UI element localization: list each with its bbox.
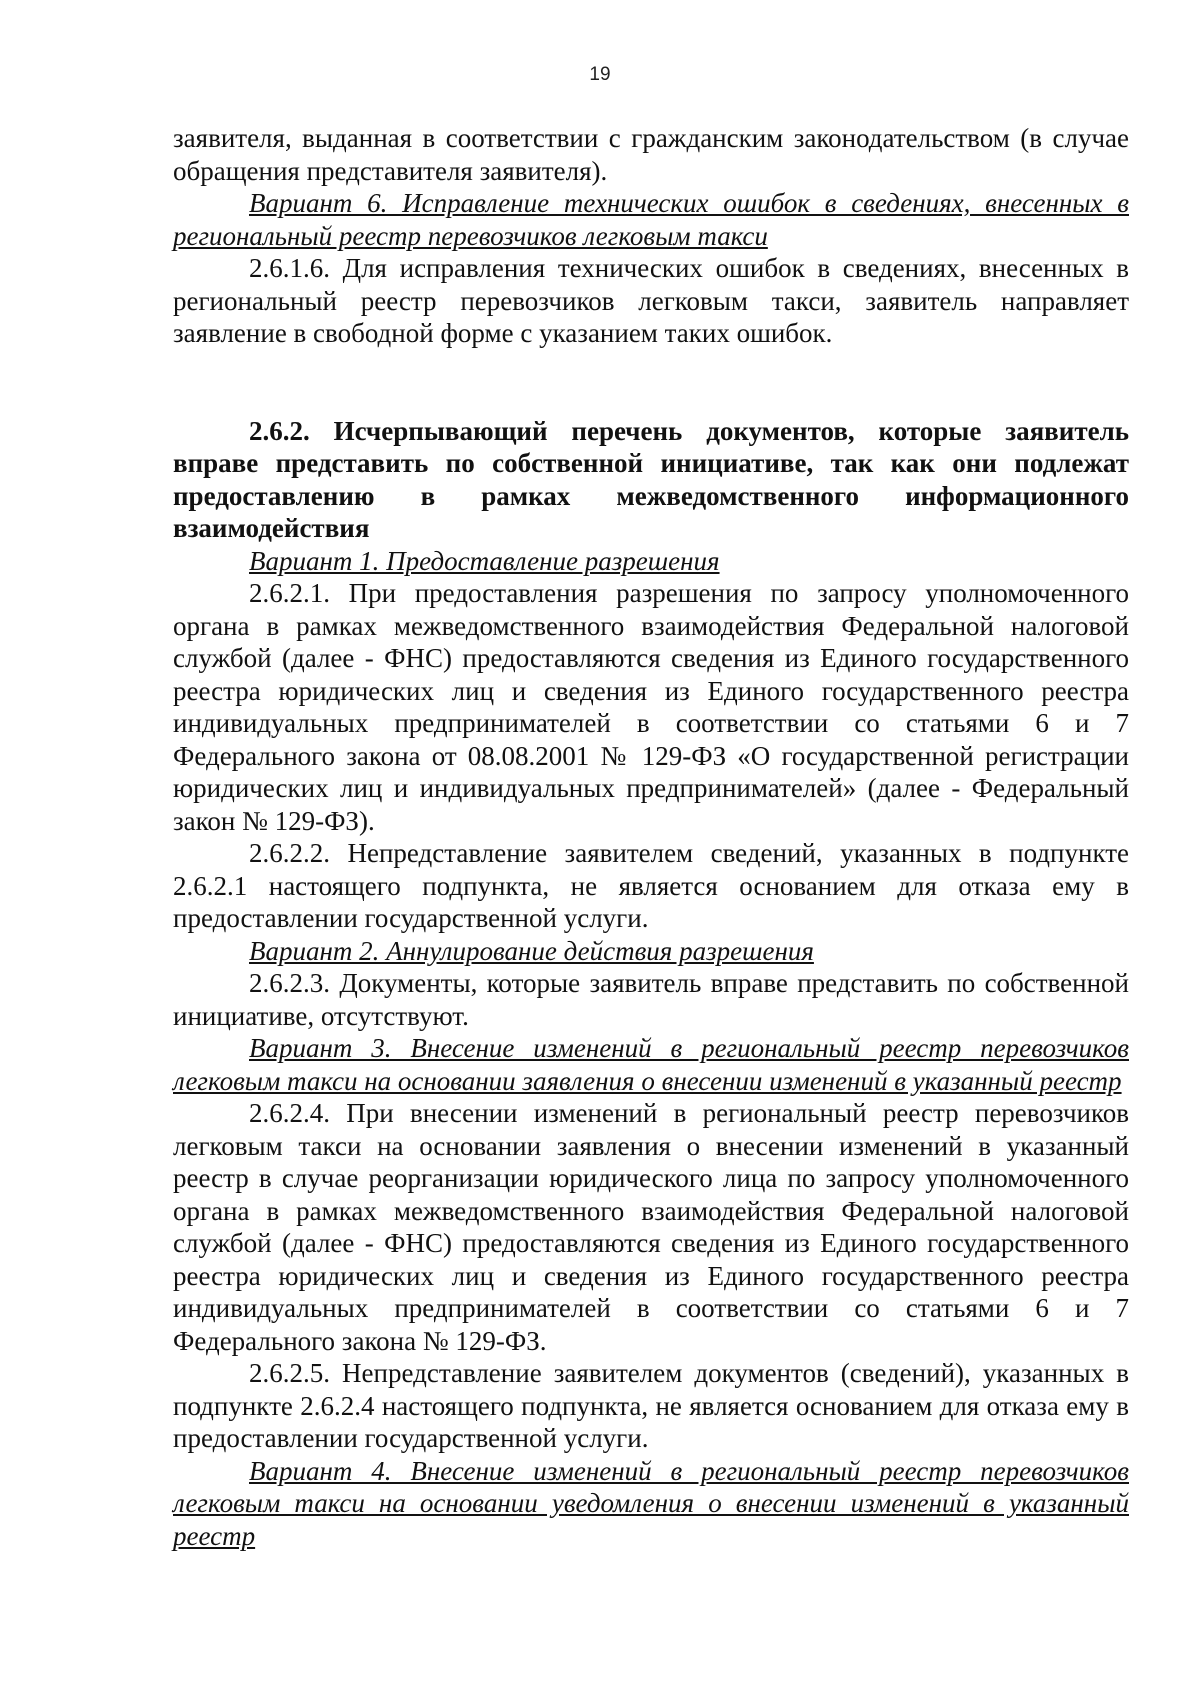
variant-2-heading: Вариант 2. Аннулирование действия разрешения <box>249 935 814 966</box>
paragraph-2-6-2-3: 2.6.2.3. Документы, которые заявитель вправе представить по собственной инициативе, отсутствуют. <box>173 968 1129 1031</box>
section-spacer <box>173 350 1129 415</box>
paragraph-2-6-2-5: 2.6.2.5. Непредставление заявителем документов (сведений), указанных в подпункте 2.6.2.4 настоящего подпункта, не является основанием для отказа ему в предоставлении государственной услуги. <box>173 1358 1129 1453</box>
paragraph-continuation: заявителя, выданная в соответствии с гражданским законодательством (в случае обращения представителя заявителя). <box>173 123 1129 186</box>
variant-6-heading: Вариант 6. Исправление технических ошибок в сведениях, внесенных в региональный реестр перевозчиков легковым такси <box>173 188 1129 251</box>
section-heading-2-6-2: 2.6.2. Исчерпывающий перечень документов, которые заявитель вправе представить по собственной инициативе, так как они подлежат предоставлению в рамках межведомственного информационного взаимодействия <box>173 415 1129 543</box>
variant-3-heading: Вариант 3. Внесение изменений в региональный реестр перевозчиков легковым такси на основании заявления о внесении изменений в указанный реестр <box>173 1033 1129 1096</box>
paragraph-2-6-2-2: 2.6.2.2. Непредставление заявителем сведений, указанных в подпункте 2.6.2.1 настоящего подпункта, не является основанием для отказа ему в предоставлении государственной услуги. <box>173 838 1129 933</box>
paragraph-2-6-1-6: 2.6.1.6. Для исправления технических ошибок в сведениях, внесенных в региональный реестр перевозчиков легковым такси, заявитель направляет заявление в свободной форме с указанием таких ошибок. <box>173 253 1129 348</box>
variant-1-heading: Вариант 1. Предоставление разрешения <box>249 545 720 576</box>
page-number: 19 <box>589 64 611 85</box>
paragraph-2-6-2-1: 2.6.2.1. При предоставления разрешения по запросу уполномоченного органа в рамках межведомственного взаимодействия Федеральной налоговой службой (далее - ФНС) предоставляются сведения из Единого государственного реестра юридических лиц и сведения из Единого государственного реестра индивидуальных предпринимателей в соответствии со статьями 6 и 7 Федерального закона от 08.08.2001 № 129-ФЗ «О государственной регистрации юридических лиц и индивидуальных предпринимателей» (далее - Федеральный закон № 129-ФЗ). <box>173 578 1129 836</box>
document-body <box>173 122 1129 1552</box>
variant-4-heading: Вариант 4. Внесение изменений в региональный реестр перевозчиков легковым такси на основании уведомления о внесении изменений в указанный реестр <box>173 1455 1129 1551</box>
paragraph-2-6-2-4: 2.6.2.4. При внесении изменений в региональный реестр перевозчиков легковым такси на основании заявления о внесении изменений в указанный реестр в случае реорганизации юридического лица по запросу уполномоченного органа в рамках межведомственного взаимодействия Федеральной налоговой службой (далее - ФНС) предоставляются сведения из Единого государственного реестра юридических лиц и сведения из Единого государственного реестра индивидуальных предпринимателей в соответствии со статьями 6 и 7 Федерального закона № 129-ФЗ. <box>173 1098 1129 1356</box>
